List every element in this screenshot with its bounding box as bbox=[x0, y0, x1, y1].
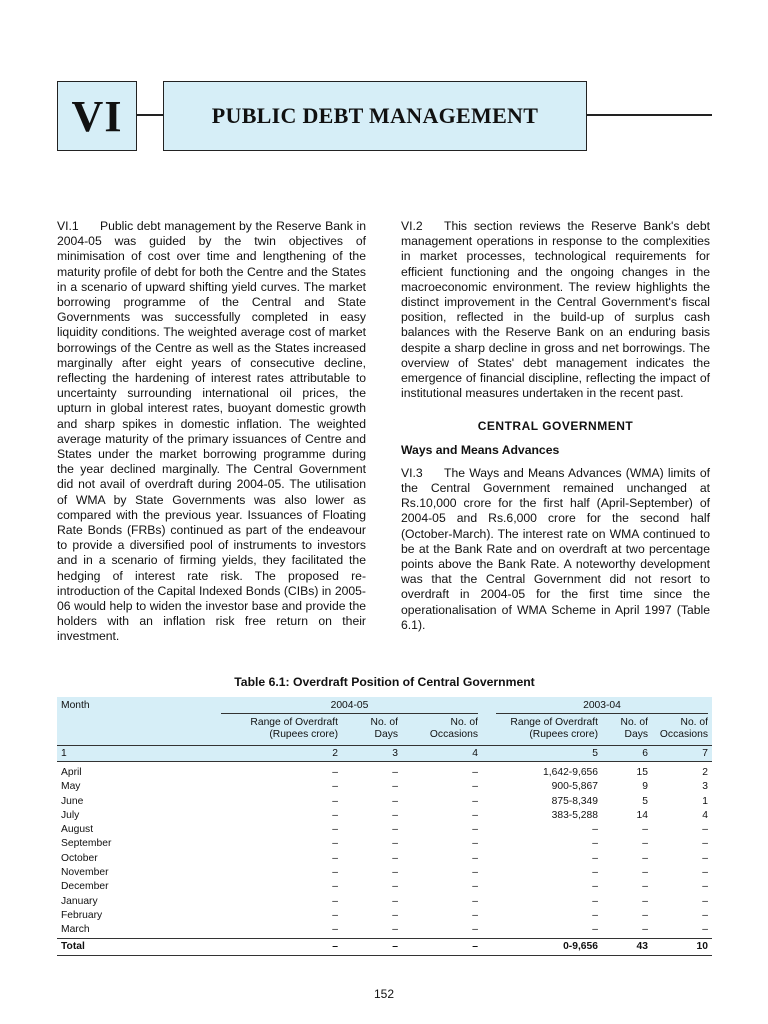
year-header-2004-05: 2004-05 bbox=[207, 697, 482, 714]
value-cell: 1,642-9,656 bbox=[543, 767, 598, 778]
table-row bbox=[57, 762, 712, 781]
value-cell: – bbox=[392, 809, 398, 821]
table-row bbox=[57, 895, 712, 909]
value-cell: – bbox=[392, 867, 398, 879]
value-cell: 900-5,867 bbox=[551, 781, 598, 793]
value-cell: 3 bbox=[702, 781, 708, 793]
value-cell: – bbox=[392, 838, 398, 850]
header-connector-line bbox=[137, 114, 163, 116]
month-header: Month bbox=[61, 700, 90, 711]
range-header: Range of Overdraft (Rupees crore) bbox=[250, 717, 338, 740]
total-range-2004-05: – bbox=[207, 938, 342, 955]
table-title: Table 6.1: Overdraft Position of Central Government bbox=[234, 675, 535, 689]
value-cell: – bbox=[332, 781, 338, 793]
value-cell: – bbox=[392, 824, 398, 836]
value-cell: – bbox=[702, 824, 708, 836]
month-cell: December bbox=[61, 881, 109, 893]
column-number-row bbox=[57, 746, 712, 762]
month-cell: June bbox=[61, 795, 84, 807]
column-number: 5 bbox=[482, 746, 602, 762]
value-cell: 383-5,288 bbox=[551, 809, 598, 821]
column-number: 2 bbox=[207, 746, 342, 762]
total-row bbox=[57, 938, 712, 955]
year-header-2003-04: 2003-04 bbox=[482, 697, 712, 714]
value-cell: – bbox=[702, 838, 708, 850]
table-header-row bbox=[57, 697, 712, 714]
value-cell: – bbox=[472, 838, 478, 850]
value-cell: 5 bbox=[642, 795, 648, 807]
total-days-2004-05: – bbox=[342, 938, 402, 955]
value-cell: – bbox=[472, 809, 478, 821]
value-cell: – bbox=[642, 824, 648, 836]
paragraph-number: VI.2 bbox=[401, 219, 423, 233]
chapter-title: PUBLIC DEBT MANAGEMENT bbox=[211, 103, 539, 128]
overdraft-table bbox=[57, 697, 712, 956]
value-cell: – bbox=[592, 838, 598, 850]
value-cell: – bbox=[592, 924, 598, 936]
value-cell: – bbox=[332, 838, 338, 850]
value-cell: – bbox=[592, 867, 598, 879]
value-cell: – bbox=[472, 881, 478, 893]
value-cell: – bbox=[472, 924, 478, 936]
value-cell: – bbox=[642, 852, 648, 864]
value-cell: – bbox=[392, 767, 398, 778]
paragraph-vi-1 bbox=[57, 219, 366, 645]
column-number: 1 bbox=[57, 746, 207, 762]
value-cell: 9 bbox=[642, 781, 648, 793]
column-number: 7 bbox=[652, 746, 712, 762]
chapter-title-box bbox=[163, 81, 587, 151]
column-number: 6 bbox=[602, 746, 652, 762]
chapter-number: VI bbox=[71, 91, 123, 141]
value-cell: – bbox=[592, 852, 598, 864]
total-occasions-2003-04: 10 bbox=[652, 938, 712, 955]
days-header: No. of Days bbox=[620, 717, 648, 740]
month-cell: September bbox=[61, 838, 112, 850]
month-cell: October bbox=[61, 852, 98, 864]
value-cell: – bbox=[702, 895, 708, 907]
section-heading: CENTRAL GOVERNMENT bbox=[477, 419, 634, 434]
value-cell: – bbox=[592, 881, 598, 893]
month-cell: July bbox=[61, 809, 80, 821]
value-cell: – bbox=[392, 852, 398, 864]
value-cell: – bbox=[702, 852, 708, 864]
column-number: 4 bbox=[402, 746, 482, 762]
value-cell: – bbox=[472, 781, 478, 793]
value-cell: – bbox=[332, 767, 338, 778]
month-cell: March bbox=[61, 924, 90, 936]
value-cell: – bbox=[332, 881, 338, 893]
value-cell: – bbox=[702, 924, 708, 936]
month-cell: January bbox=[61, 895, 98, 907]
value-cell: – bbox=[472, 795, 478, 807]
total-occasions-2004-05: – bbox=[402, 938, 482, 955]
value-cell: – bbox=[472, 824, 478, 836]
month-cell: February bbox=[61, 909, 103, 921]
table-row bbox=[57, 837, 712, 851]
paragraph-number: VI.1 bbox=[57, 219, 79, 233]
value-cell: – bbox=[702, 881, 708, 893]
month-cell: November bbox=[61, 867, 109, 879]
page-number: 152 bbox=[373, 987, 395, 1001]
value-cell: – bbox=[392, 924, 398, 936]
value-cell: – bbox=[332, 895, 338, 907]
value-cell: – bbox=[642, 909, 648, 921]
value-cell: – bbox=[592, 895, 598, 907]
month-cell: May bbox=[61, 781, 81, 793]
month-cell: April bbox=[61, 767, 82, 778]
total-range-2003-04: 0-9,656 bbox=[482, 938, 602, 955]
value-cell: 875-8,349 bbox=[551, 795, 598, 807]
table-row bbox=[57, 923, 712, 938]
value-cell: – bbox=[642, 838, 648, 850]
paragraph-text: Public debt management by the Reserve Bank in 2004-05 was guided by the twin objectives of minimisation of cost over time and lengthening of the maturity profile of debt for both the Centre and the States in a scenario of upward shifting yield curves. The market borrowing programme of the Central and State Governments was successfully completed in easy liquidity conditions. The weighted average cost of market borrowings of the Centre as well as the States increased marginally after eight years of consecutive decline, reflecting the hardening of interest rates attributable to uncertainty surrounding international oil prices, the upturn in global interest rates, buoyant domestic growth and sharp spikes in domestic inflation. The weighted average maturity of the primary issuances of Centre and States under the market borrowing programme during the year declined marginally. The Central Government did not avail of overdraft during 2004-05. The utilisation of WMA by State Governments was also lower as compared with the previous year. Issuances of Floating Rate Bonds (FRBs) continued as part of the endeavour to provide a diversified pool of instruments to investors and in a scenario of firming yields, they facilitated the hedging of interest rate risk. The proposed re-introduction of the Capital Indexed Bonds (CIBs) in 2005-06 would help to widen the investor base and provide the holders with an inflation risk free return on their investment. bbox=[57, 219, 366, 644]
sub-heading: Ways and Means Advances bbox=[401, 442, 560, 457]
table-row bbox=[57, 852, 712, 866]
value-cell: – bbox=[392, 781, 398, 793]
value-cell: 4 bbox=[702, 809, 708, 821]
value-cell: – bbox=[472, 852, 478, 864]
table-row bbox=[57, 795, 712, 809]
value-cell: – bbox=[642, 881, 648, 893]
month-cell: August bbox=[61, 824, 94, 836]
total-label: Total bbox=[57, 938, 207, 955]
value-cell: 15 bbox=[636, 767, 648, 778]
value-cell: 1 bbox=[702, 795, 708, 807]
value-cell: – bbox=[702, 867, 708, 879]
value-cell: – bbox=[392, 881, 398, 893]
table-row bbox=[57, 880, 712, 894]
days-header: No. of Days bbox=[370, 717, 398, 740]
value-cell: – bbox=[702, 909, 708, 921]
value-cell: – bbox=[392, 895, 398, 907]
table-row bbox=[57, 909, 712, 923]
paragraph-number: VI.3 bbox=[401, 465, 423, 480]
value-cell: – bbox=[472, 767, 478, 778]
right-column bbox=[401, 219, 710, 633]
value-cell: – bbox=[642, 867, 648, 879]
value-cell: – bbox=[592, 909, 598, 921]
value-cell: – bbox=[332, 809, 338, 821]
table-row bbox=[57, 809, 712, 823]
value-cell: – bbox=[332, 867, 338, 879]
value-cell: – bbox=[472, 895, 478, 907]
occasions-header: No. of Occasions bbox=[429, 717, 478, 740]
range-header: Range of Overdraft (Rupees crore) bbox=[510, 717, 598, 740]
value-cell: – bbox=[642, 924, 648, 936]
header-trailing-line bbox=[587, 114, 712, 116]
table-row bbox=[57, 780, 712, 794]
value-cell: – bbox=[392, 909, 398, 921]
column-number: 3 bbox=[342, 746, 402, 762]
value-cell: – bbox=[592, 824, 598, 836]
value-cell: – bbox=[392, 795, 398, 807]
total-days-2003-04: 43 bbox=[602, 938, 652, 955]
table-row bbox=[57, 823, 712, 837]
value-cell: – bbox=[472, 867, 478, 879]
value-cell: – bbox=[472, 909, 478, 921]
value-cell: – bbox=[332, 852, 338, 864]
paragraph-text: The Ways and Means Advances (WMA) limits of the Central Government remained unchanged at Rs.10,000 crore for the first half (April-September) of 2004-05 and Rs.6,000 crore for the second half (October-March). The interest rate on WMA continued to be at the Bank Rate and on overdraft at two percentage points above the Bank Rate. A noteworthy development was that the Central Government did not resort to overdraft in 2004-05 for the first time since the operationalisation of WMA Scheme in April 1997 (Table 6.1). bbox=[401, 465, 710, 632]
value-cell: 14 bbox=[636, 809, 648, 821]
table-body bbox=[57, 762, 712, 939]
value-cell: 2 bbox=[702, 767, 708, 778]
occasions-header: No. of Occasions bbox=[659, 717, 708, 740]
value-cell: – bbox=[332, 909, 338, 921]
paragraph-vi-2 bbox=[401, 219, 710, 401]
value-cell: – bbox=[332, 795, 338, 807]
table-row bbox=[57, 866, 712, 880]
value-cell: – bbox=[642, 895, 648, 907]
paragraph-text: This section reviews the Reserve Bank's debt management operations in response to the complexities in market processes, technological requirements for efficient functioning and the ongoing changes in the macroeconomic environment. The review highlights the distinct improvement in the Central Government's fiscal position, reflected in the build-up of surplus cash balances with the Reserve Bank on an enduring basis despite a sharp decline in gross and net borrowings. The overview of States' debt management indicates the emergence of financial discipline, reflecting the impact of institutional measures undertaken in the recent past. bbox=[401, 219, 710, 401]
value-cell: – bbox=[332, 824, 338, 836]
value-cell: – bbox=[332, 924, 338, 936]
chapter-number-box bbox=[57, 81, 137, 151]
paragraph-vi-3 bbox=[401, 466, 710, 633]
left-column bbox=[57, 219, 366, 645]
